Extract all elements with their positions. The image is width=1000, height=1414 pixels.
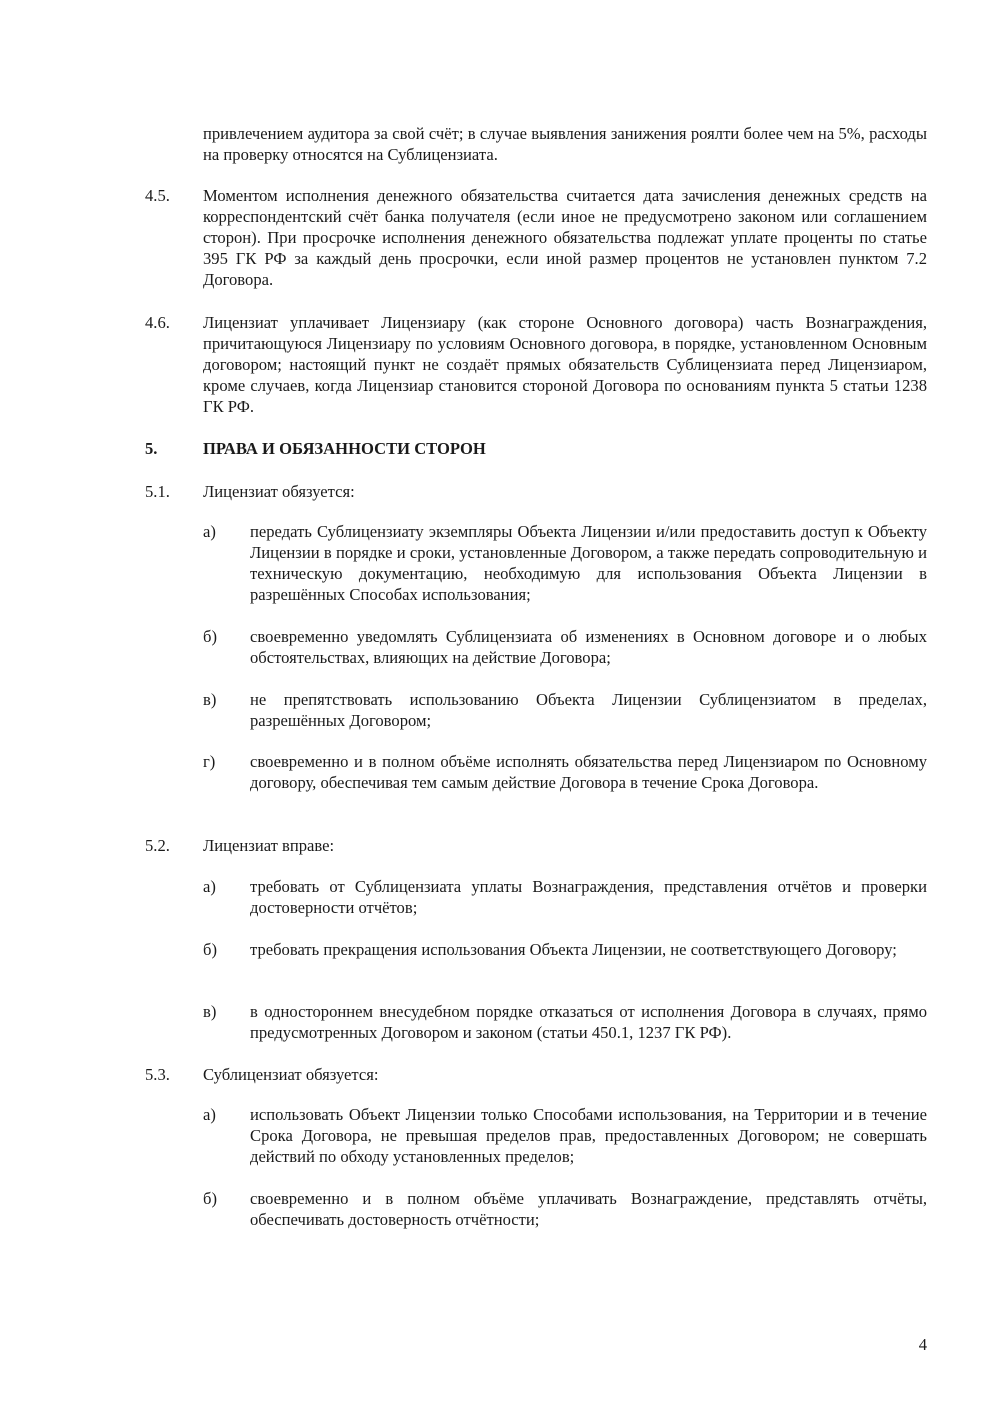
section-5-heading: [145, 438, 927, 459]
list-item: [203, 876, 927, 918]
item-text: требовать от Сублицензиата уплаты Вознаграждения, представления отчётов и проверки достоверности отчётов;: [250, 877, 927, 917]
item-letter: в): [203, 690, 217, 709]
list-item: [203, 521, 927, 605]
list-item: [203, 751, 927, 793]
item-letter: г): [203, 752, 216, 771]
item-letter: б): [203, 627, 217, 646]
list-item: [203, 1104, 927, 1167]
clause-number: 5.2.: [145, 836, 170, 855]
item-letter: а): [203, 877, 216, 896]
continuation-paragraph: привлечением аудитора за свой счёт; в случае выявления занижения роялти более чем на 5%, расходы на проверку относятся на Сублицензиата.: [203, 124, 927, 164]
clause-text: Сублицензиат обязуется:: [203, 1065, 379, 1084]
item-text: не препятствовать использованию Объекта Лицензии Сублицензиатом в пределах, разрешённых Договором;: [250, 690, 927, 730]
clause-text: Лицензиат вправе:: [203, 836, 335, 855]
item-text: требовать прекращения использования Объекта Лицензии, не соответствующего Договору;: [250, 940, 897, 959]
clause-text: Лицензиат обязуется:: [203, 482, 355, 501]
clause-number: 5.3.: [145, 1065, 170, 1084]
item-text: использовать Объект Лицензии только Способами использования, на Территории и в течение Срока Договора, не превышая пределов прав, предоставленных Договором; не совершать действий по обходу установленных пределов;: [250, 1105, 927, 1166]
item-text: своевременно уведомлять Сублицензиата об изменениях в Основном договоре и о любых обстоятельствах, влияющих на действие Договора;: [250, 627, 927, 667]
list-item: [203, 689, 927, 731]
item-letter: б): [203, 1189, 217, 1208]
clause-number: 5.1.: [145, 482, 170, 501]
list-item: [203, 626, 927, 668]
list-item: [203, 1001, 927, 1043]
clause-text: Моментом исполнения денежного обязательства считается дата зачисления денежных средств на корреспондентский счёт банка получателя (если иное не предусмотрено законом или соглашением сторон). При просрочке исполнения денежного обязательства подлежат уплате проценты по статье 395 ГК РФ за каждый день просрочки, если иной размер процентов не установлен пунктом 7.2 Договора.: [203, 186, 927, 289]
item-letter: б): [203, 940, 217, 959]
item-letter: в): [203, 1002, 217, 1021]
clause-4-5: [145, 185, 927, 290]
item-text: своевременно и в полном объёме уплачивать Вознаграждение, представлять отчёты, обеспечивать достоверность отчётности;: [250, 1189, 927, 1229]
item-letter: а): [203, 522, 216, 541]
section-number: 5.: [145, 439, 158, 458]
clause-4-6: [145, 312, 927, 417]
clause-number: 4.5.: [145, 186, 170, 205]
item-text: своевременно и в полном объёме исполнять обязательства перед Лицензиаром по Основному договору, обеспечивая тем самым действие Договора в течение Срока Договора.: [250, 752, 927, 792]
clause-number: 4.6.: [145, 313, 170, 332]
item-text: передать Сублицензиату экземпляры Объекта Лицензии и/или предоставить доступ к Объекту Лицензии в порядке и сроки, установленные Договором, а также передать сопроводительную и техническую документацию, необходимую для использования Объекта Лицензии в разрешённых Способах использования;: [250, 522, 927, 604]
section-title: ПРАВА И ОБЯЗАННОСТИ СТОРОН: [203, 439, 486, 458]
item-letter: а): [203, 1105, 216, 1124]
clause-5-3: [145, 1064, 927, 1085]
item-text: в одностороннем внесудебном порядке отказаться от исполнения Договора в случаях, прямо предусмотренных Договором и законом (статьи 450.1, 1237 ГК РФ).: [250, 1002, 927, 1042]
clause-text: Лицензиат уплачивает Лицензиару (как стороне Основного договора) часть Вознаграждения, причитающуюся Лицензиару по условиям Основного договора, в порядке, установленном Основным договором; настоящий пункт не создаёт прямых обязательств Сублицензиата перед Лицензиаром, кроме случаев, когда Лицензиар становится стороной Договора по основаниям пункта 5 статьи 1238 ГК РФ.: [203, 313, 927, 416]
clause-5-1: [145, 481, 927, 502]
list-item: [203, 1188, 927, 1230]
list-item: [203, 939, 927, 960]
clause-5-2: [145, 835, 927, 856]
page-number: 4: [918, 1335, 927, 1354]
